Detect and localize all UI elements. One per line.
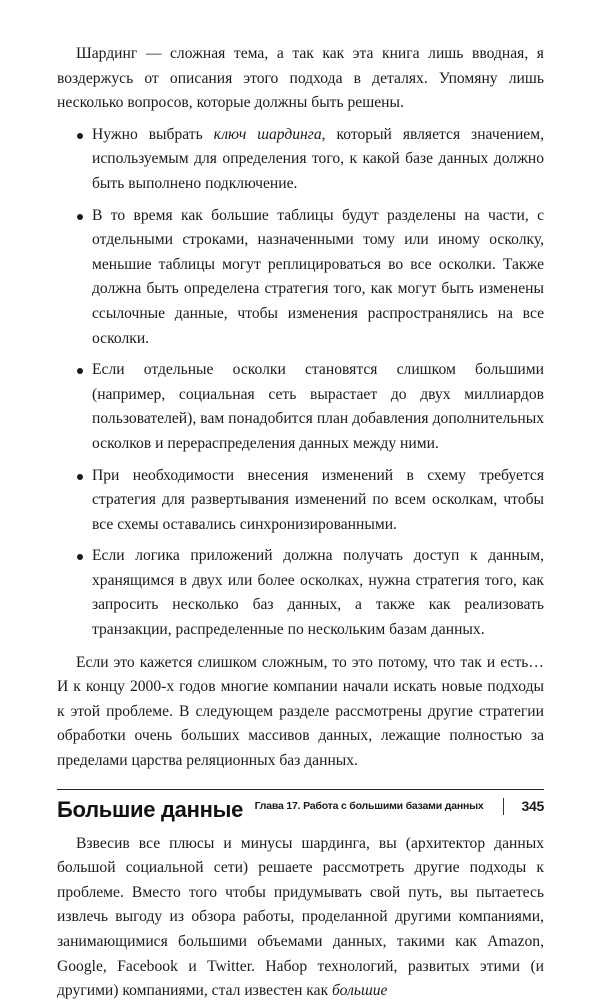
footer-divider bbox=[57, 789, 544, 790]
bullet-icon bbox=[77, 474, 83, 480]
list-item bbox=[57, 464, 544, 538]
section-paragraph bbox=[57, 832, 544, 1004]
intro-paragraph: Шардинг — сложная тема, а так как эта книга лишь вводная, я воздержусь от описания этого подхода в деталях. Упомяну лишь несколько вопросов, которые должны быть решены. bbox=[57, 45, 544, 112]
section-heading: Большие данные bbox=[57, 796, 244, 822]
conclusion-paragraph: Если это кажется слишком сложным, то это потому, что так и есть… И к концу 2000-х годов многие компании начали искать новые подходы к этой проблеме. В следующем разделе рассмотрены другие стратегии обработки очень больших массивов данных, лежащие полностью за пределами царства реляционных баз данных. bbox=[57, 653, 544, 770]
bullet-icon bbox=[77, 554, 83, 560]
footer-separator bbox=[503, 798, 504, 815]
page-body bbox=[57, 42, 544, 1004]
bullet-icon bbox=[77, 133, 83, 139]
list-item bbox=[57, 123, 544, 197]
list-item-text: В то время как большие таблицы будут разделены на части, с отдельными строками, назначенными тому или иному осколку, меньшие таблицы могут реплицироваться во все осколки. Также должна быть определена стратегия того, как могут быть изменены ссылочные данные, чтобы изменения распространялись на все осколки. bbox=[92, 206, 544, 347]
list-item-text: Если логика приложений должна получать доступ к данным, хранящимся в двух или более осколках, нужна стратегия того, как запросить несколько баз данных, а также как реализовать транзакции, распределенные по нескольким базам данных. bbox=[92, 547, 544, 639]
bullet-icon bbox=[77, 368, 83, 374]
term-big-data: большие bbox=[332, 982, 388, 1000]
running-title: Глава 17. Работа с большими базами данных bbox=[254, 800, 484, 812]
sharding-issues-list bbox=[57, 123, 544, 643]
list-item-text: При необходимости внесения изменений в схему требуется стратегия для развертывания изменений по всем осколкам, чтобы все схемы оставались синхронизированными. bbox=[92, 466, 544, 533]
term-sharding-key: ключ шардинга bbox=[213, 125, 322, 143]
list-item-text: , который является значением, используемым для определения того, к какой базе данных должно быть выполнено подключение. bbox=[92, 125, 544, 192]
list-item bbox=[57, 544, 544, 642]
list-item-text: Нужно выбрать bbox=[92, 125, 214, 143]
list-item bbox=[57, 358, 544, 456]
section-paragraph-text: Взвесив все плюсы и минусы шардинга, вы (архитектор данных большой социальной сети) решаете рассмотреть другие подходы к проблеме. Вместо того чтобы придумывать свой путь, вы пытаетесь извлечь выгоду из обзора работы, проделанной другими компаниями, занимающимися большими объемами данных, такими как Amazon, Google, Facebook и Twitter. Набор технологий, развитых этими (и другими) компаниями, стал известен как bbox=[57, 834, 544, 1000]
bullet-icon bbox=[77, 214, 83, 220]
list-item-text: Если отдельные осколки становятся слишком большими (например, социальная сеть вырастает до двух миллиардов пользователей), вам понадобится план добавления дополнительных осколков и перераспределения данных между ними. bbox=[92, 361, 544, 452]
page-number: 345 bbox=[521, 798, 544, 814]
page-footer bbox=[57, 795, 544, 817]
list-item bbox=[57, 204, 544, 352]
